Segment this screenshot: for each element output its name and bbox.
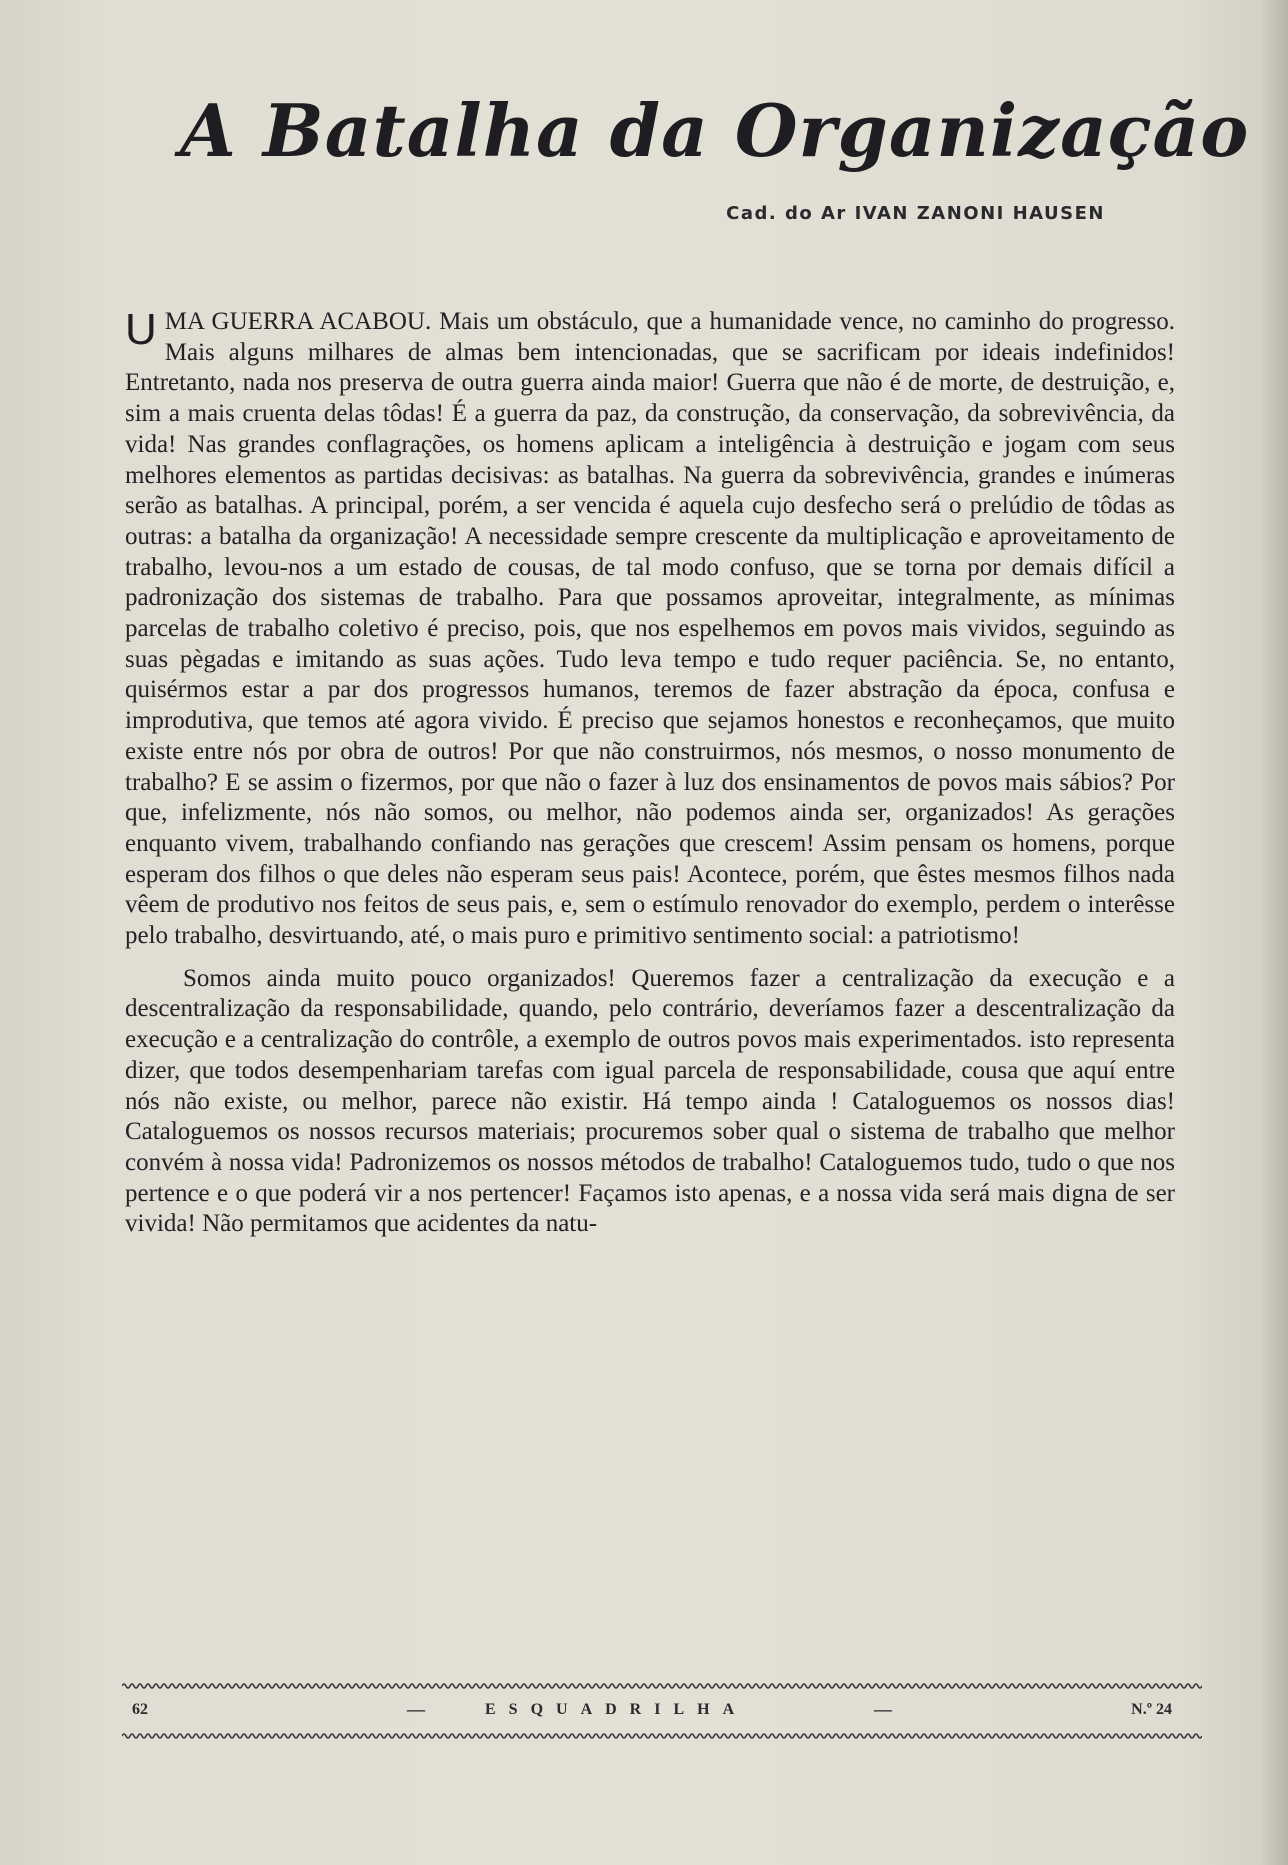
drop-cap: U (125, 305, 157, 354)
page-edge-shadow (1260, 0, 1288, 1865)
page-footer (122, 1682, 1202, 1740)
footer-wave-rule-top (122, 1682, 1202, 1690)
footer-row (122, 1699, 1202, 1725)
footer-issue-number: N.º 24 (1131, 1701, 1172, 1718)
article-body (125, 307, 1175, 1240)
paragraph-1 (125, 307, 1175, 952)
article-byline: Cad. do Ar IVAN ZANONI HAUSEN (726, 203, 1105, 224)
footer-dash-left: — (407, 1699, 425, 1719)
article-title: A Batalha da Organização (180, 88, 1250, 173)
paragraph-2: Somos ainda muito pouco organizados! Queremos fazer a centralização da execução e a descentralização da responsabilidade, quando, pelo contrário, deveríamos fazer a descentralização da execução e a centralização do contrôle, a exemplo de outros povos mais experimentados. isto representa dizer, que todos desempenhariam tarefas com igual parcela de responsabilidade, cousa que aquí entre nós não existe, ou melhor, parece não existir. Há tempo ainda ! Cataloguemos os nossos dias! Cataloguemos os nossos recursos materiais; procuremos sober qual o sistema de trabalho que melhor convém à nossa vida! Padronizemos os nossos métodos de trabalho! Cataloguemos tudo, tudo o que nos pertence e o que poderá vir a nos pertencer! Façamos isto apenas, e a nossa vida será mais digna de ser vivida! Não permitamos que acidentes da natu- (125, 964, 1175, 1238)
footer-dash-right: — (874, 1699, 892, 1719)
footer-magazine-name: ESQUADRILHA (485, 1701, 748, 1718)
footer-wave-rule-bottom (122, 1732, 1202, 1740)
footer-page-number: 62 (132, 1701, 148, 1718)
paragraph-1-text: MA GUERRA ACABOU. Mais um obstáculo, que a humanidade vence, no caminho do progresso. Mais alguns milhares de almas bem intencionadas, que se sacrificam por ideais indefinidos! Entretanto, nada nos preserva de outra guerra ainda maior! Guerra que não é de morte, de destruição, e, sim a mais cruenta delas tôdas! É a guerra da paz, da construção, da conservação, da sobrevivência, da vida! Nas grandes conflagrações, os homens aplicam a inteligência à destruição e jogam com seus melhores elementos as partidas decisivas: as batalhas. Na guerra da sobrevivência, grandes e inúmeras serão as batalhas. A principal, porém, a ser vencida é aquela cujo desfecho será o prelúdio de tôdas as outras: a batalha da organização! A necessidade sempre crescente da multiplicação e aproveitamento de trabalho, levou-nos a um estado de cousas, de tal modo confuso, que se torna por demais difícil a padronização dos sistemas de trabalho. Para que possamos aproveitar, integralmente, as mínimas parcelas de trabalho coletivo é preciso, pois, que nos espelhemos em povos mais vividos, seguindo as suas pègadas e imitando as suas ações. Tudo leva tempo e tudo requer paciência. Se, no entanto, quisérmos estar a par dos progressos humanos, teremos de fazer abstração da época, confusa e improdutiva, que temos até agora vivido. É preciso que sejamos honestos e reconheçamos, que muito existe entre nós por obra de outros! Por que não construirmos, nós mesmos, o nosso monumento de trabalho? E se assim o fizermos, por que não o fazer à luz dos ensinamentos de povos mais sábios? Por que, infelizmente, nós não somos, ou melhor, não podemos ainda ser, organizados! As gerações enquanto vivem, trabalhando confiando nas gerações que crescem! Assim pensam os homens, porque esperam dos filhos o que deles não esperam seus pais! Acontece, porém, que êstes mesmos filhos nada vêem de produtivo nos feitos de seus pais, e, sem o estímulo renovador do exemplo, perdem o interêsse pelo trabalho, desvirtuando, até, o mais puro e primitivo sentimento social: a patriotismo! (125, 308, 1175, 950)
